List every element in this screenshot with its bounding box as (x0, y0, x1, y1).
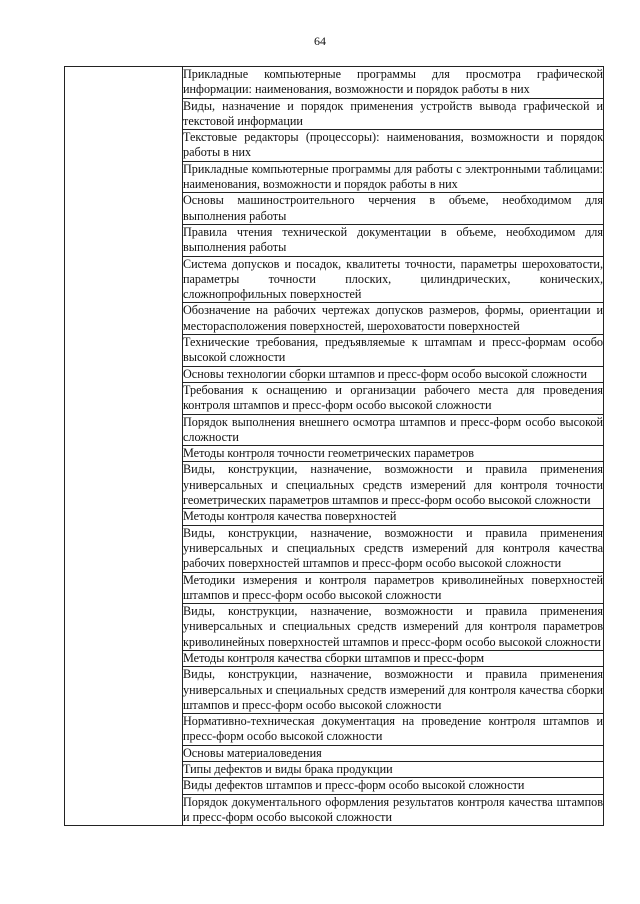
knowledge-table (64, 66, 604, 826)
knowledge-item: Порядок выполнения внешнего осмотра штампов и пресс-форм особо высокой сложности (183, 414, 603, 444)
page-number: 64 (314, 34, 326, 48)
knowledge-item: Типы дефектов и виды брака продукции (183, 762, 604, 778)
knowledge-item: Основы машиностроительного черчения в объеме, необходимом для выполнения работы (183, 193, 603, 223)
knowledge-item: Правила чтения технической документации в объеме, необходимом для выполнения работы (183, 224, 603, 255)
knowledge-item: Виды дефектов штампов и пресс-форм особо высокой сложности (183, 778, 604, 794)
knowledge-item: Технические требования, предъявляемые к штампам и пресс-формам особо высокой сложности (183, 335, 603, 365)
knowledge-item: Виды, конструкции, назначение, возможности и правила применения универсальных и специальных средств измерений для контроля параметров криволинейных поверхностей штампов и пресс-форм особо высокой сложности (183, 604, 603, 649)
knowledge-item: Прикладные компьютерные программы для работы с электронными таблицами: наименования, возможности и порядок работы в них (183, 161, 603, 192)
knowledge-item: Система допусков и посадок, квалитеты точности, параметры шероховатости, параметры точности плоских, цилиндрических, конических, сложнопрофильных поверхностей (183, 256, 603, 302)
knowledge-item: Основы материаловедения (183, 745, 604, 761)
knowledge-item: Виды, конструкции, назначение, возможности и правила применения универсальных и специальных средств измерений для контроля качества сборки штампов и пресс-форм особо высокой сложности (183, 667, 603, 712)
knowledge-item: Методы контроля точности геометрических параметров (183, 446, 604, 462)
knowledge-item: Методы контроля качества сборки штампов и пресс-форм (183, 650, 604, 666)
left-column-cell (65, 67, 183, 826)
knowledge-item: Нормативно-техническая документация на проведение контроля штампов и пресс-форм особо высокой сложности (183, 714, 603, 744)
knowledge-item: Порядок документального оформления результатов контроля качества штампов и пресс-форм особо высокой сложности (183, 794, 603, 824)
table-row (65, 67, 604, 99)
knowledge-item: Виды, назначение и порядок применения устройств вывода графической и текстовой информации (183, 98, 603, 128)
knowledge-item: Требования к оснащению и организации рабочего места для проведения контроля штампов и пресс-форм особо высокой сложности (183, 382, 603, 413)
knowledge-item: Основы технологии сборки штампов и пресс-форм особо высокой сложности (183, 366, 604, 382)
knowledge-item: Виды, конструкции, назначение, возможности и правила применения универсальных и специальных средств измерений для контроля точности геометрических параметров штампов и пресс-форм особо высокой сложности (183, 462, 603, 508)
knowledge-item: Виды, конструкции, назначение, возможности и правила применения универсальных и специальных средств измерений для контроля качества рабочих поверхностей штампов и пресс-форм особо высокой сложности (183, 525, 603, 571)
knowledge-item: Методики измерения и контроля параметров криволинейных поверхностей штампов и пресс-форм особо высокой сложности (183, 572, 603, 602)
knowledge-item: Методы контроля качества поверхностей (183, 509, 604, 525)
knowledge-item: Текстовые редакторы (процессоры): наименования, возможности и порядок работы в них (183, 130, 603, 160)
knowledge-item: Прикладные компьютерные программы для просмотра графической информации: наименования, возможности и порядок работы в них (183, 67, 603, 97)
knowledge-item: Обозначение на рабочих чертежах допусков размеров, формы, ориентации и месторасположения поверхностей, шероховатости поверхностей (183, 303, 603, 333)
